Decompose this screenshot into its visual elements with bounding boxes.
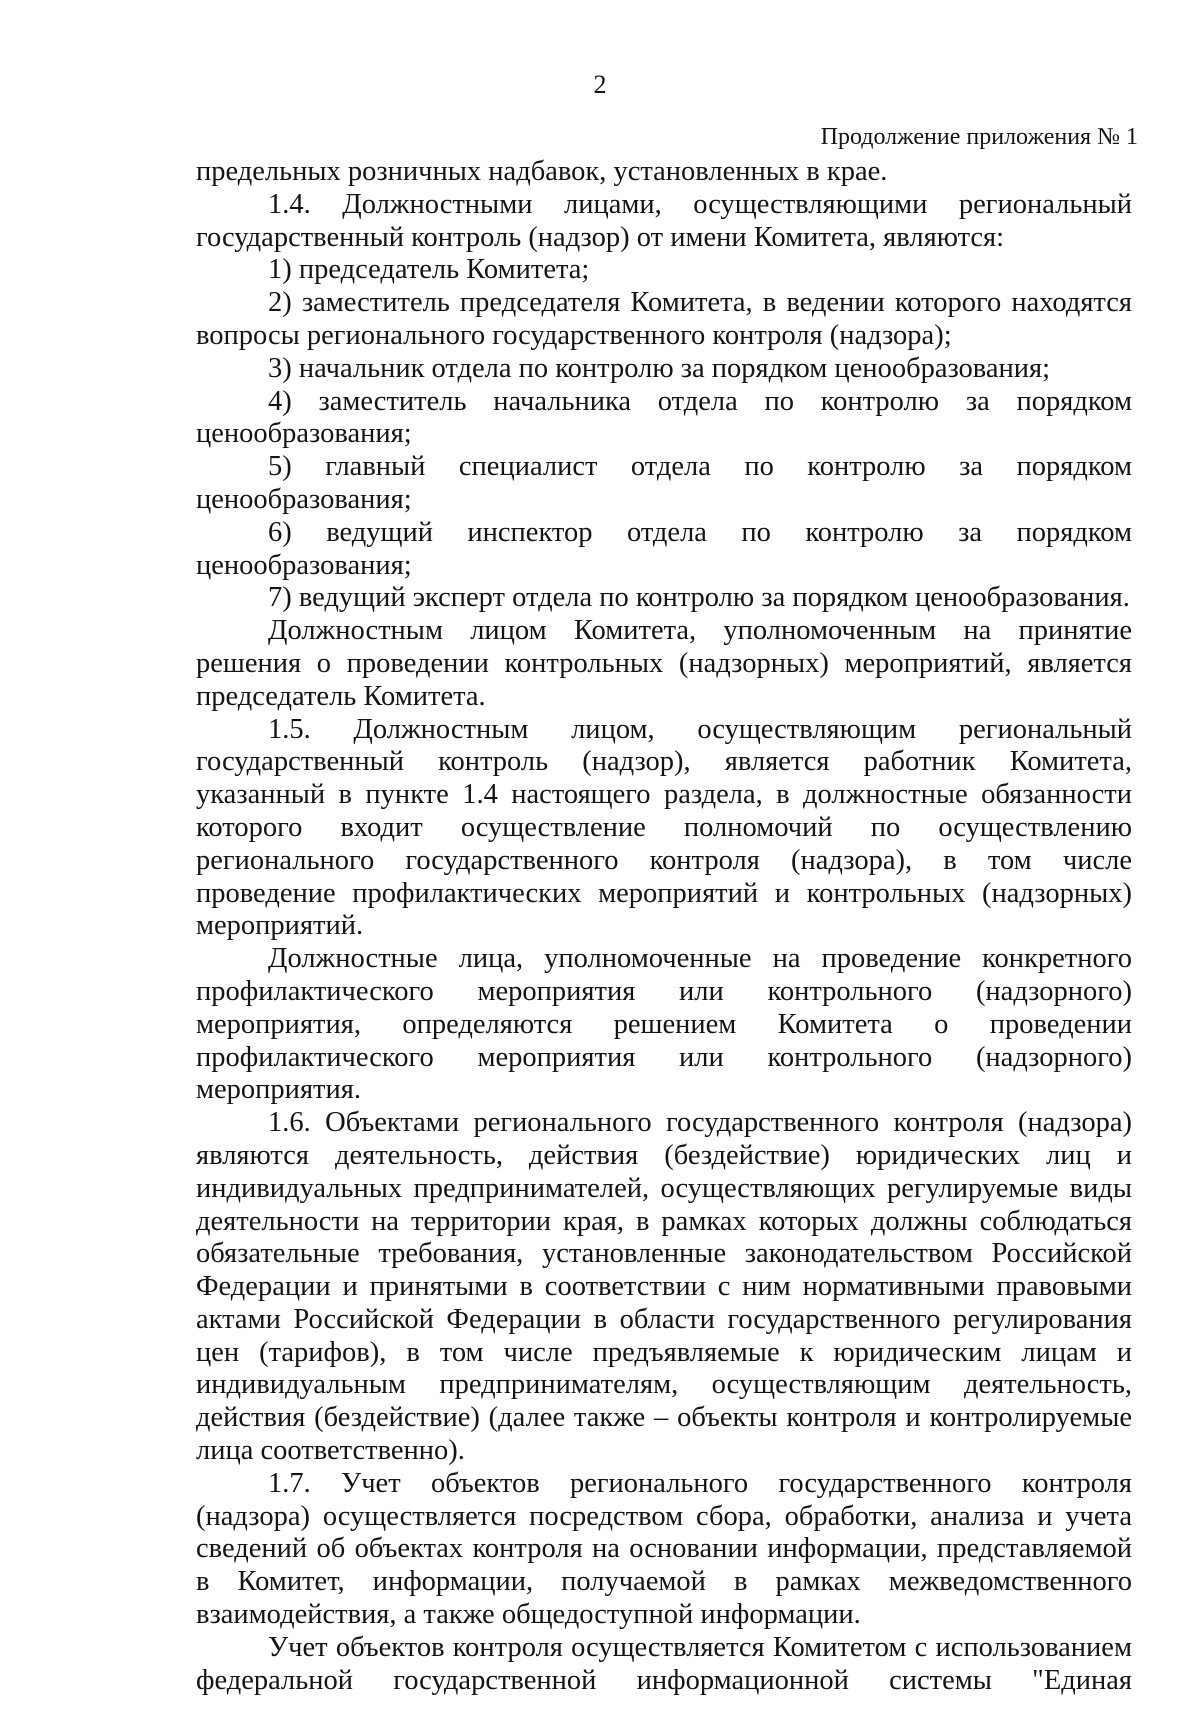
paragraph-1-6: 1.6. Объектами регионального государственного контроля (надзора) являются деятельность, действия (бездействие) юридических лиц и индивидуальных предпринимателей, осуществляющих регулируемые виды деятельности на территории края, в рамках которых должны соблюдаться обязательные требования, установленные законодательством Российской Федерации и принятыми в соответствии с ним нормативными правовыми актами Российской Федерации в области государственного регулирования цен (тарифов), в том числе предъявляемые к юридическим лицам и индивидуальным предпринимателям, осуществляющим деятельность, действия (бездействие) (далее также – объекты контроля и контролируемые лица соответственно). bbox=[196, 1107, 1132, 1467]
appendix-continuation-note: Продолжение приложения № 1 bbox=[820, 124, 1138, 150]
paragraph-1-4: 1.4. Должностными лицами, осуществляющими региональный государственный контроль (надзор) от имени Комитета, являются: bbox=[196, 188, 1132, 253]
paragraph-continuation: предельных розничных надбавок, установленных в крае. bbox=[196, 156, 888, 187]
paragraph-authorized-official: Должностным лицом Комитета, уполномоченным на принятие решения о проведении контрольных (надзорных) мероприятий, является председатель Комитета. bbox=[196, 615, 1132, 712]
list-item-6: 6) ведущий инспектор отдела по контролю за порядком ценообразования; bbox=[196, 516, 1132, 581]
paragraph-1-5: 1.5. Должностным лицом, осуществляющим региональный государственный контроль (надзор), является работник Комитета, указанный в пункте 1.4 настоящего раздела, в должностные обязанности которого входит осуществление полномочий по осуществлению регионального государственного контроля (надзора), в том числе проведение профилактических мероприятий и контрольных (надзорных) мероприятий. bbox=[196, 713, 1132, 942]
list-item-4: 4) заместитель начальника отдела по контролю за порядком ценообразования; bbox=[196, 385, 1132, 450]
paragraph-registry: Учет объектов контроля осуществляется Комитетом с использованием федеральной государственной информационной системы "Единая bbox=[196, 1631, 1132, 1696]
paragraph-officials-defined: Должностные лица, уполномоченные на проведение конкретного профилактического мероприятия или контрольного (надзорного) мероприятия, определяются решением Комитета о проведении профилактического мероприятия или контрольного (надзорного) мероприятия. bbox=[196, 943, 1132, 1106]
document-body bbox=[196, 156, 1132, 1697]
list-item-1: 1) председатель Комитета; bbox=[268, 254, 590, 286]
page-number: 2 bbox=[593, 70, 607, 99]
list-item-3: 3) начальник отдела по контролю за порядком ценообразования; bbox=[268, 352, 1051, 384]
paragraph-1-7: 1.7. Учет объектов регионального государственного контроля (надзора) осуществляется посредством сбора, обработки, анализа и учета сведений об объектах контроля на основании информации, представляемой в Комитет, информации, получаемой в рамках межведомственного взаимодействия, а также общедоступной информации. bbox=[196, 1467, 1132, 1631]
list-item-7: 7) ведущий эксперт отдела по контролю за порядком ценообразования. bbox=[268, 582, 1130, 614]
list-item-5: 5) главный специалист отдела по контролю за порядком ценообразования; bbox=[196, 451, 1132, 515]
list-item-2: 2) заместитель председателя Комитета, в ведении которого находятся вопросы регионального государственного контроля (надзора); bbox=[196, 287, 1132, 351]
